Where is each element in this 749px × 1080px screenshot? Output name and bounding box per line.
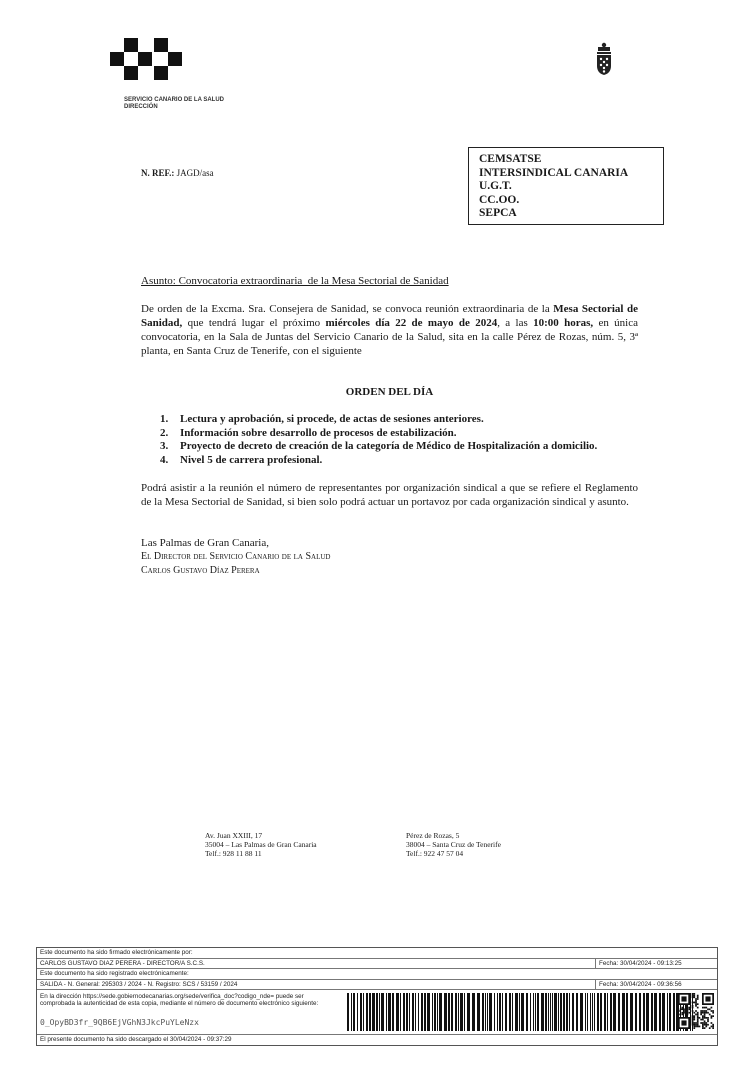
signature-place: Las Palmas de Gran Canaria, [141, 537, 269, 549]
agenda-item-text: Lectura y aprobación, si procede, de actas de sesiones anteriores. [180, 413, 484, 425]
recipient: SEPCA [479, 207, 517, 219]
canarias-crest-icon [594, 42, 614, 76]
p1-text-e: , a las [497, 317, 534, 329]
downloaded-note: El presente documento ha sido descargado el 30/04/2024 - 09:37:29 [40, 1036, 232, 1043]
verify-text: En la dirección https://sede.gobiernodecanarias.org/sede/verifica_doc?codigo_nde= puede ser comprobada la autenticidad de esta copia, mediante el número de documento electrónico siguiente: [40, 993, 319, 1007]
reference-label: N. REF.: [141, 168, 175, 178]
agenda-item [160, 427, 650, 441]
registry: SALIDA - N. General: 295303 / 2024 - N. Registro: SCS / 53159 / 2024 [40, 980, 238, 988]
qr-code-icon [678, 993, 714, 1029]
verification-row [37, 990, 717, 1035]
recipient: CC.OO. [479, 193, 520, 206]
registered-label: Este documento ha sido registrado electrónicamente: [40, 970, 189, 977]
p1-mesa: Mesa Sectorial de Sanidad, [141, 303, 638, 329]
address-city: 38004 – Santa Cruz de Tenerife [406, 840, 501, 849]
signer-row [37, 959, 717, 970]
signed-date: Fecha: 30/04/2024 - 09:13:25 [595, 959, 717, 969]
address-phone: Telf.: 928 11 88 11 [205, 849, 262, 858]
agenda-title: ORDEN DEL DÍA [345, 386, 434, 398]
agenda-item-number: 1. [160, 413, 169, 425]
agenda-item [160, 454, 650, 468]
recipient: U.G.T. [479, 180, 512, 192]
agenda-item [160, 413, 650, 427]
recipient: CEMSATSE [479, 153, 542, 165]
signed-label-row [37, 948, 717, 959]
p1-text-g: en única convocatoria, en la Sala de Juntas del Servicio Canario de la Salud, sita en la calle Pérez de Rozas, núm. 5, 3ª planta, en Santa Cruz de Tenerife, con el siguiente [141, 317, 638, 357]
address-street: Pérez de Rozas, 5 [406, 831, 460, 840]
agenda-item-number: 2. [160, 426, 169, 439]
agenda-item [160, 440, 650, 454]
address-street: Av. Juan XXIII, 17 [205, 831, 263, 840]
agenda-list [160, 413, 650, 467]
barcode-icon [347, 993, 697, 1031]
subject: Asunto: Convocatoria extraordinaria de la Mesa Sectorial de Sanidad [141, 275, 449, 287]
p1-text-a: De orden de la Excma. Sra. Consejera de Sanidad, se convoca reunión extraordinaria de la [141, 303, 554, 315]
electronic-signature-footer [36, 947, 718, 1046]
agenda-item-text: Proyecto de decreto de creación de la categoría de Médico de Hospitalización a domicilio. [180, 440, 598, 452]
agenda-item-number: 4. [160, 453, 169, 466]
p1-date: miércoles día 22 de mayo de 2024 [325, 317, 498, 329]
address-city: 35004 – Las Palmas de Gran Canaria [205, 840, 317, 849]
signed-label: Este documento ha sido firmado electrónicamente por: [40, 949, 193, 956]
registry-row [37, 980, 717, 991]
recipient: INTERSINDICAL CANARIA [479, 166, 629, 179]
downloaded-row [37, 1035, 717, 1045]
signature-name: Carlos Gustavo Díaz Perera [141, 565, 260, 576]
recipients-box [468, 147, 664, 225]
org-line-1: SERVICIO CANARIO DE LA SALUD [124, 97, 225, 103]
signature-block [141, 536, 330, 578]
registry-date: Fecha: 30/04/2024 - 09:36:56 [595, 980, 717, 990]
verify-code: 0_OpyBD3fr_9QB6EjVGhN3JkcPuYLeNzx [40, 1018, 199, 1027]
reference [141, 168, 214, 178]
signature-role: El Director del Servicio Canario de la Salud [141, 551, 331, 562]
agenda-item-text: Información sobre desarrollo de procesos de estabilización. [180, 426, 457, 439]
organization-name [124, 97, 224, 111]
address-las-palmas [205, 831, 317, 858]
attendance-paragraph: Podrá asistir a la reunión el número de representantes por organización sindical a que se refiere el Reglamento de la Mesa Sectorial de Sanidad, si bien solo podrá actuar un portavoz por cada organización sindical y asunto. [141, 482, 638, 508]
registered-label-row [37, 969, 717, 980]
reference-value: JAGD/asa [176, 168, 214, 178]
address-santa-cruz [406, 831, 501, 858]
agenda-item-text: Nivel 5 de carrera profesional. [180, 453, 323, 466]
org-line-2: DIRECCIÓN [124, 104, 158, 110]
p1-text-c: que tendrá lugar el próximo [182, 317, 326, 329]
agenda-item-number: 3. [160, 440, 169, 452]
convocation-paragraph [141, 302, 638, 358]
scs-logo [110, 38, 184, 82]
p1-time: 10:00 horas, [533, 317, 594, 329]
signer: CARLOS GUSTAVO DIAZ PERERA - DIRECTOR/A S.C.S. [40, 959, 205, 967]
address-phone: Telf.: 922 47 57 04 [406, 849, 464, 858]
